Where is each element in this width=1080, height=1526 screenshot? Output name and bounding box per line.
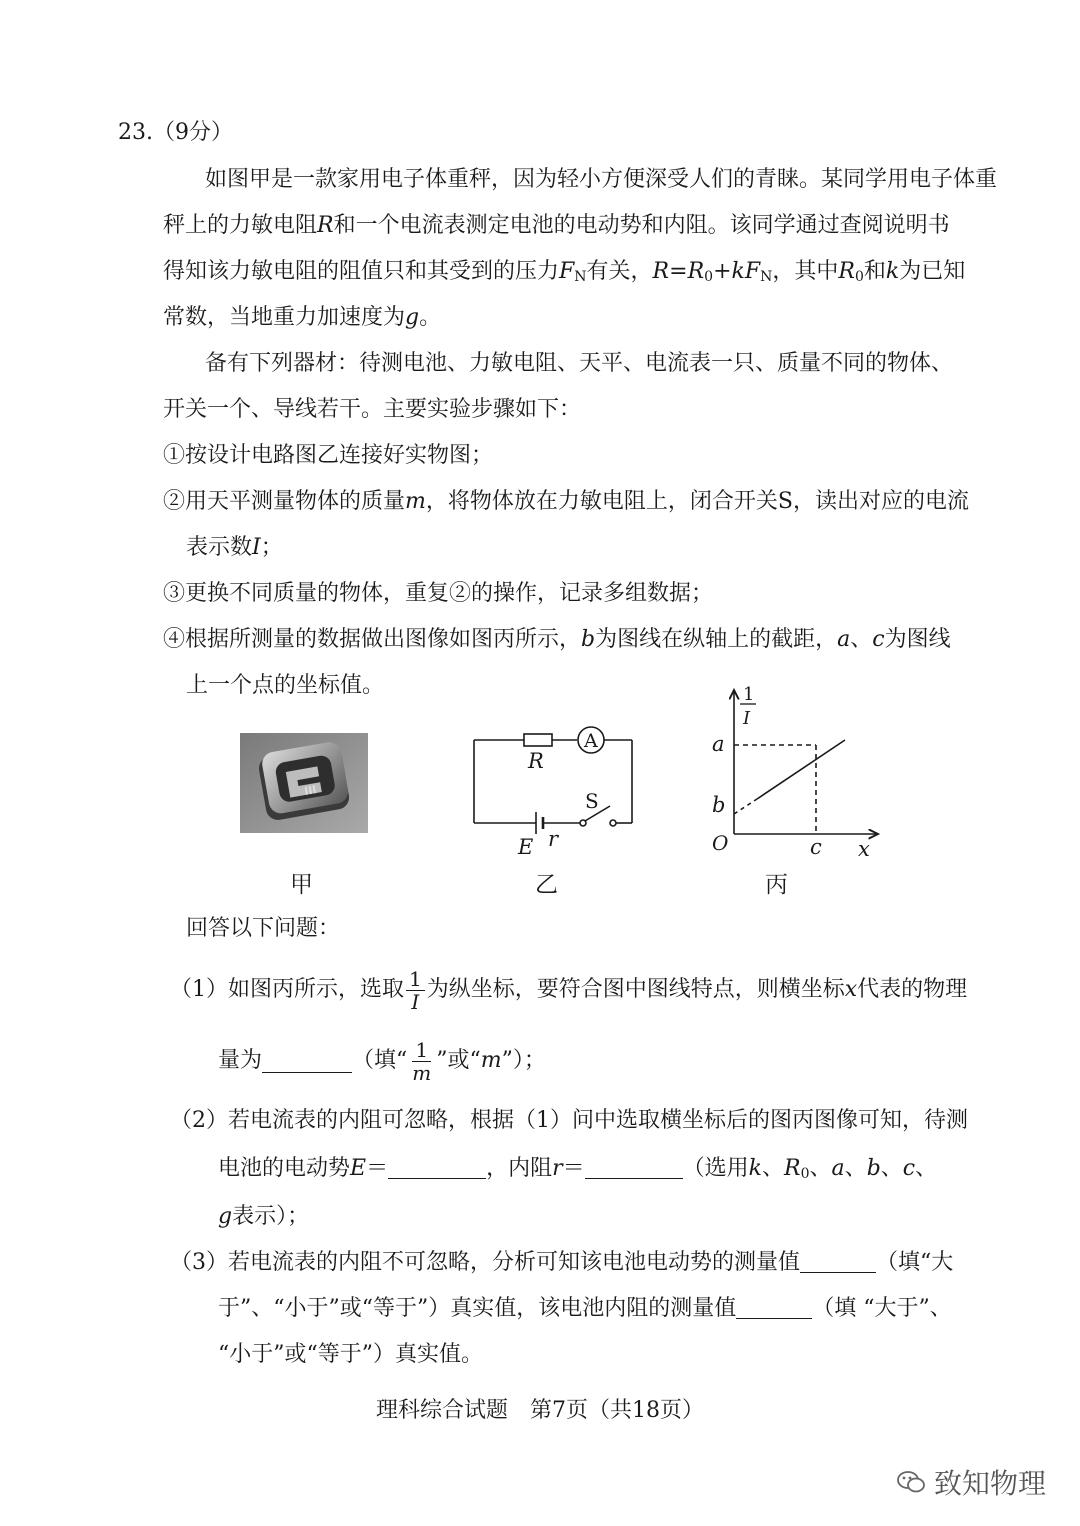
figure-jia-scale-photo: [240, 733, 368, 833]
step-4-cont: 上一个点的坐标值。: [186, 673, 385, 698]
q2-line-2: 电池的电动势E＝ ，内阻r＝ （选用k、$R_0$、a、b、c、: [218, 1156, 938, 1182]
label-a: a: [712, 732, 725, 756]
q1-line-2: 量为 （填“ $\frac{1}{m}$ ”或“ m ”）；: [218, 1037, 546, 1085]
intro-line-2: 秤上的力敏电阻R和一个电流表测定电池的电动势和内阻。该同学通过查阅说明书: [163, 213, 950, 238]
circuit-label-E: E: [518, 835, 534, 859]
y-label-denominator: I: [743, 708, 751, 729]
circuit-label-r: r: [548, 827, 559, 851]
graph-line: [757, 740, 845, 799]
graph-line-extrapolated: [734, 799, 757, 814]
circuit-label-R: R: [528, 749, 544, 773]
q3-emf-compare-blank[interactable]: [800, 1250, 876, 1273]
label-origin: O: [712, 831, 729, 855]
switch-contact-right: [610, 820, 616, 826]
intro-line-3: 得知该力敏电阻的阻值只和其受到的压力$F_N$有关，$R=R_0+kF_N$，其中$R_0$和k为已知: [163, 259, 966, 285]
label-b: b: [712, 793, 726, 817]
caption-yi: 乙: [535, 872, 558, 898]
q2-resistance-blank[interactable]: [585, 1156, 683, 1179]
y-label-numerator: 1: [743, 684, 755, 705]
q3-line-3: “小于”或“等于”）真实值。: [218, 1342, 483, 1367]
step-4: ④根据所测量的数据做出图像如图丙所示，b为图线在纵轴上的截距，a、c为图线: [163, 627, 951, 652]
question-number: 23.（9分）: [118, 120, 233, 145]
q1-answer-blank[interactable]: [262, 1050, 352, 1073]
fraction-1-over-m: $\frac{1}{m}$: [412, 1037, 432, 1085]
wechat-icon: [896, 1469, 926, 1495]
figure-bing-graph: [700, 682, 890, 864]
watermark-text: 致知物理: [933, 1467, 1046, 1500]
watermark: [896, 1462, 1046, 1502]
caption-bing: 丙: [765, 872, 788, 898]
page-footer: 理科综合试题 第7页（共18页）: [376, 1398, 704, 1423]
q3-resistance-compare-blank[interactable]: [736, 1296, 812, 1319]
intro-line-1: 如图甲是一款家用电子体重秤，因为轻小方便深受人们的青睐。某同学用电子体重: [205, 167, 998, 192]
materials-line-2: 开关一个、导线若干。主要实验步骤如下：: [163, 397, 582, 422]
q2-line-3: g表示）；: [218, 1204, 310, 1229]
q2-emf-blank[interactable]: [388, 1156, 486, 1179]
circuit-label-S: S: [585, 789, 599, 813]
caption-jia: 甲: [290, 872, 313, 898]
q2-line-1: （2）若电流表的内阻可忽略，根据（1）问中选取横坐标后的图丙图像可知，待测: [170, 1108, 968, 1133]
q1-line-1: （1）如图丙所示，选取 $\frac{1}{I}$ 为纵坐标，要符合图中图线特点，则横坐标 x 代表的物理: [170, 966, 968, 1014]
circuit-label-A: A: [584, 730, 598, 752]
step-1: ①按设计电路图乙连接好实物图；: [163, 443, 494, 468]
figure-yi-circuit: [462, 718, 642, 863]
q3-line-1: （3）若电流表的内阻不可忽略，分析可知该电池电动势的测量值 （填“大: [170, 1250, 954, 1275]
step-2: ②用天平测量物体的质量m，将物体放在力敏电阻上，闭合开关S，读出对应的电流: [163, 489, 969, 514]
label-x: x: [858, 837, 870, 861]
materials-line-1: 备有下列器材：待测电池、力敏电阻、天平、电流表一只、质量不同的物体、: [205, 351, 954, 376]
step-3: ③更换不同质量的物体，重复②的操作，记录多组数据；: [163, 581, 714, 606]
q3-line-2: 于”、“小于”或“等于”）真实值，该电池内阻的测量值 （填 “大于”、: [218, 1296, 952, 1321]
formula: $R=R_0+kF_N$: [652, 259, 773, 285]
intro-line-4: 常数，当地重力加速度为g。: [163, 305, 442, 330]
fraction-1-over-I: $\frac{1}{I}$: [406, 968, 425, 1013]
step-2-cont: 表示数I；: [186, 535, 283, 560]
resistor-symbol: [524, 734, 552, 746]
answer-prompt: 回答以下问题：: [186, 916, 341, 941]
label-c: c: [810, 835, 822, 859]
